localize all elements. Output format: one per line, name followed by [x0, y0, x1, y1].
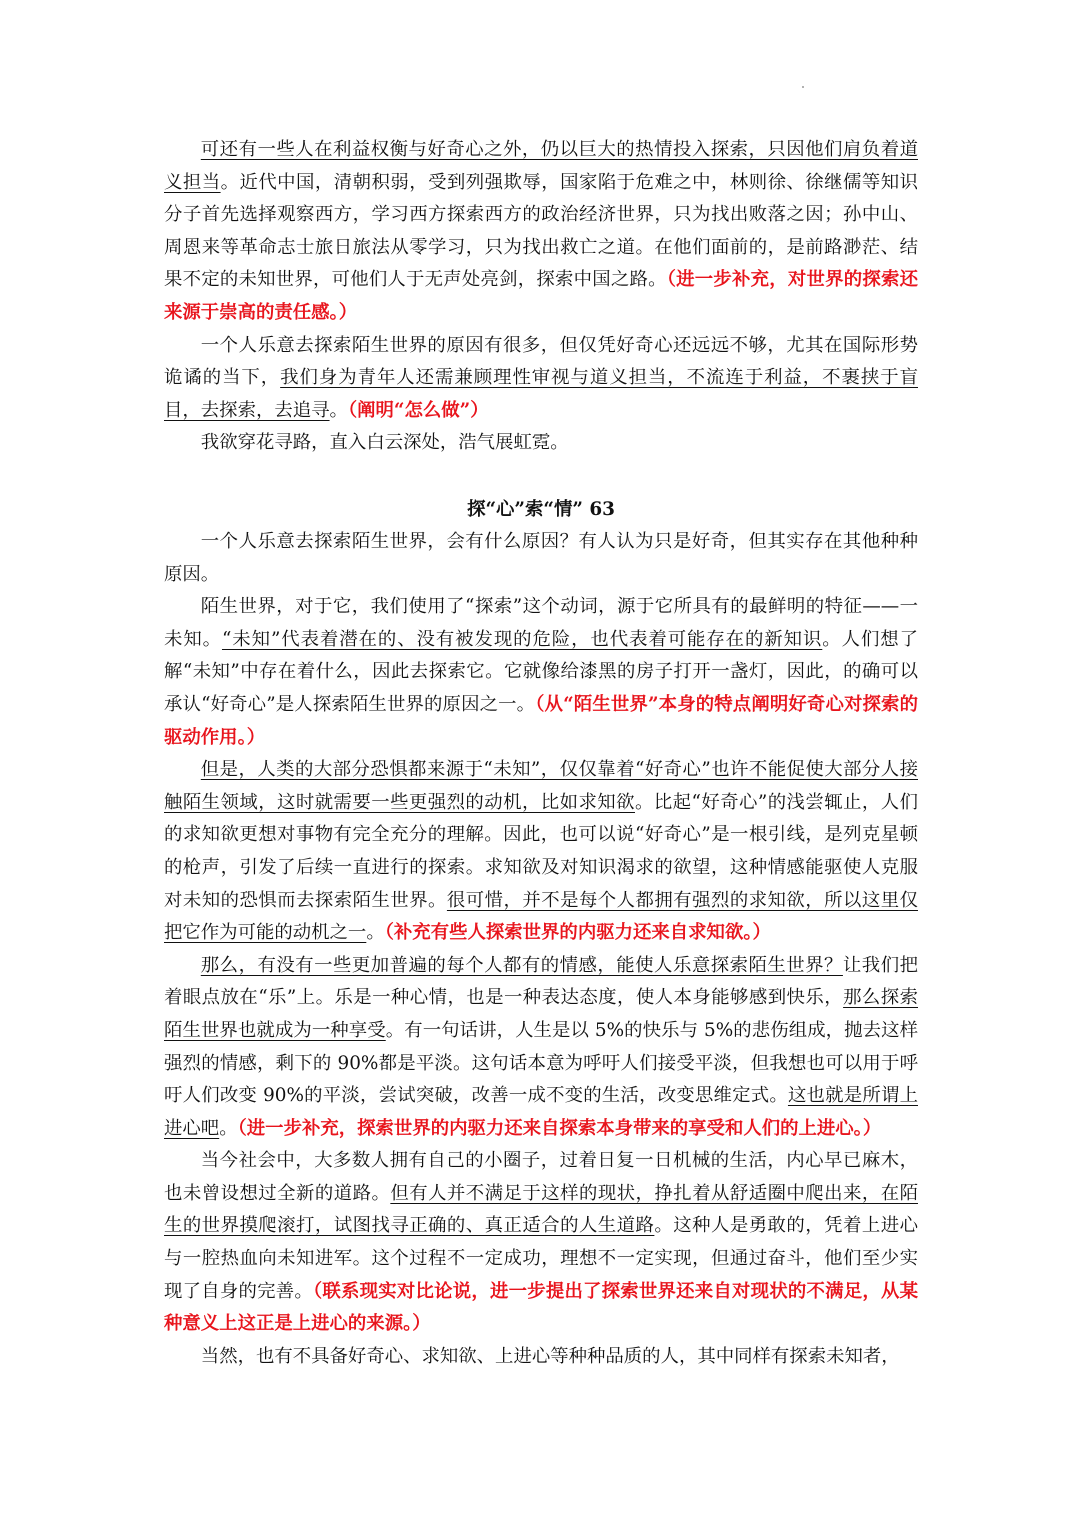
body-text: 陌生世界，对于它，我们使用了“探索”这个动词，源于它所具有的最鲜明的特征——一未知。	[164, 596, 918, 650]
red-annotation: （进一步补充，探索世界的内驱力还来自探索本身带来的享受和人们的上进心。）	[237, 1117, 882, 1139]
underlined-text: 可还有一些人在利益权衡与好奇心之外，仍以巨大的热情投入探索，只因他们肩负着道义担当	[164, 139, 918, 193]
underlined-text: 那么，有没有一些更加普遍的每个人都有的情感，能使人乐意探索陌生世界？	[200, 954, 843, 976]
body-text: 。比起“好奇心”的浅尝辄止，人们的求知欲更想对事物有完全充分的理解。因此，也可以说“好奇心”是一根引线，是列克星顿的枪声，引发了后续一直进行的探索。求知欲及对知识渴求的欲望，这种情感能驱使人克服对未知的恐惧而去探索陌生世界。	[164, 791, 918, 911]
body-text: 当今社会中，大多数人拥有自己的小圈子，过着日复一日机械的生活，内心早已麻木，也未曾设想过全新的道路。	[164, 1150, 918, 1204]
red-annotation: （阐明“怎么做”）	[347, 399, 489, 421]
paragraph	[164, 1145, 918, 1341]
essay-title: 探“心”索“情” 63	[467, 499, 615, 520]
underlined-text: 我们身为青年人还需兼顾理性审视与道义担当，不流连于利益，不裹挟于盲目，去探索，去追寻	[164, 367, 918, 421]
paragraph	[164, 591, 918, 754]
underlined-text: 但有人并不满足于这样的现状，挣扎着从舒适圈中爬出来，在陌生的世界摸爬滚打，试图找寻正确的、真正适合的人生道路	[164, 1182, 918, 1237]
scan-speck	[802, 86, 804, 88]
body-text: 。	[219, 1117, 238, 1139]
paragraph	[164, 754, 918, 950]
paragraph: 一个人乐意去探索陌生世界，会有什么原因？有人认为只是好奇，但其实存在其他种种原因。	[164, 531, 918, 585]
paragraph	[164, 330, 918, 428]
top-section	[164, 134, 918, 460]
red-annotation: （从“陌生世界”本身的特点阐明好奇心对探索的驱动作用。）	[164, 693, 918, 748]
underlined-text: “未知”代表着潜在的、没有被发现的危险，也代表着可能存在的新知识	[221, 628, 823, 650]
underlined-text: 很可惜，并不是每个人都拥有强烈的求知欲，所以这里仅把它作为可能的动机之一	[164, 889, 918, 944]
body-text: 。	[366, 922, 385, 944]
paragraph: 我欲穿花寻路，直入白云深处，浩气展虹霓。	[200, 432, 569, 454]
body-text: 让我们把着眼点放在“乐”上。乐是一种心情，也是一种表达态度，使人本身能够感到快乐，	[164, 954, 918, 1009]
red-annotation: （进一步补充，对世界的探索还来源于崇高的责任感。）	[164, 269, 918, 323]
paragraph	[164, 950, 918, 1146]
underlined-text: 那么探索陌生世界也就成为一种享受	[164, 987, 918, 1041]
body-text: 。近代中国，清朝积弱，受到列强欺辱，国家陷于危难之中，林则徐、徐继儒等知识分子首先选择观察西方，学习西方探索西方的政治经济世界，只为找出败落之因；孙中山、周恩来等革命志士旅日旅法从零学习，只为找出救亡之道。在他们面前的，是前路渺茫、结果不定的未知世界，可他们人于无声处亮剑，探索中国之路。	[164, 171, 918, 291]
red-annotation: （联系现实对比论说，进一步提出了探索世界还来自对现状的不满足，从某种意义上这正是上进心的来源。）	[164, 1280, 918, 1335]
red-annotation: （补充有些人探索世界的内驱力还来自求知欲。）	[384, 922, 771, 944]
body-text: 。有一句话讲，人生是以 5%的快乐与 5%的悲伤组成，抛去这样强烈的情感，剩下的 90%都是平淡。这句话本意为呼吁人们接受平淡，但我想也可以用于呼吁人们改变 90%的平淡，尝试突破，改善一成不变的生活，改变思维定式。	[164, 1019, 918, 1107]
essay-body	[164, 526, 918, 1373]
body-text: 一个人乐意去探索陌生世界的原因有很多，但仅凭好奇心还远远不够，尤其在国际形势诡谲的当下，	[164, 334, 918, 389]
body-text: 。	[329, 399, 348, 421]
body-text: 。人们想了解“未知”中存在着什么，因此去探索它。它就像给漆黑的房子打开一盏灯，因此，的确可以承认“好奇心”是人探索陌生世界的原因之一。	[164, 628, 918, 715]
paragraph: 当然，也有不具备好奇心、求知欲、上进心等种种品质的人，其中同样有探索未知者，	[200, 1345, 900, 1367]
paragraph	[164, 134, 918, 330]
underlined-text: 但是，人类的大部分恐惧都来源于“未知”，仅仅靠着“好奇心”也许不能促使大部分人接触陌生领域，这时就需要一些更强烈的动机，比如求知欲	[164, 759, 918, 813]
body-text: 。这种人是勇敢的，凭着上进心与一腔热血向未知进军。这个过程不一定成功，理想不一定实现，但通过奋斗，他们至少实现了自身的完善。	[164, 1215, 918, 1302]
underlined-text: 这也就是所谓上进心吧	[164, 1085, 918, 1139]
